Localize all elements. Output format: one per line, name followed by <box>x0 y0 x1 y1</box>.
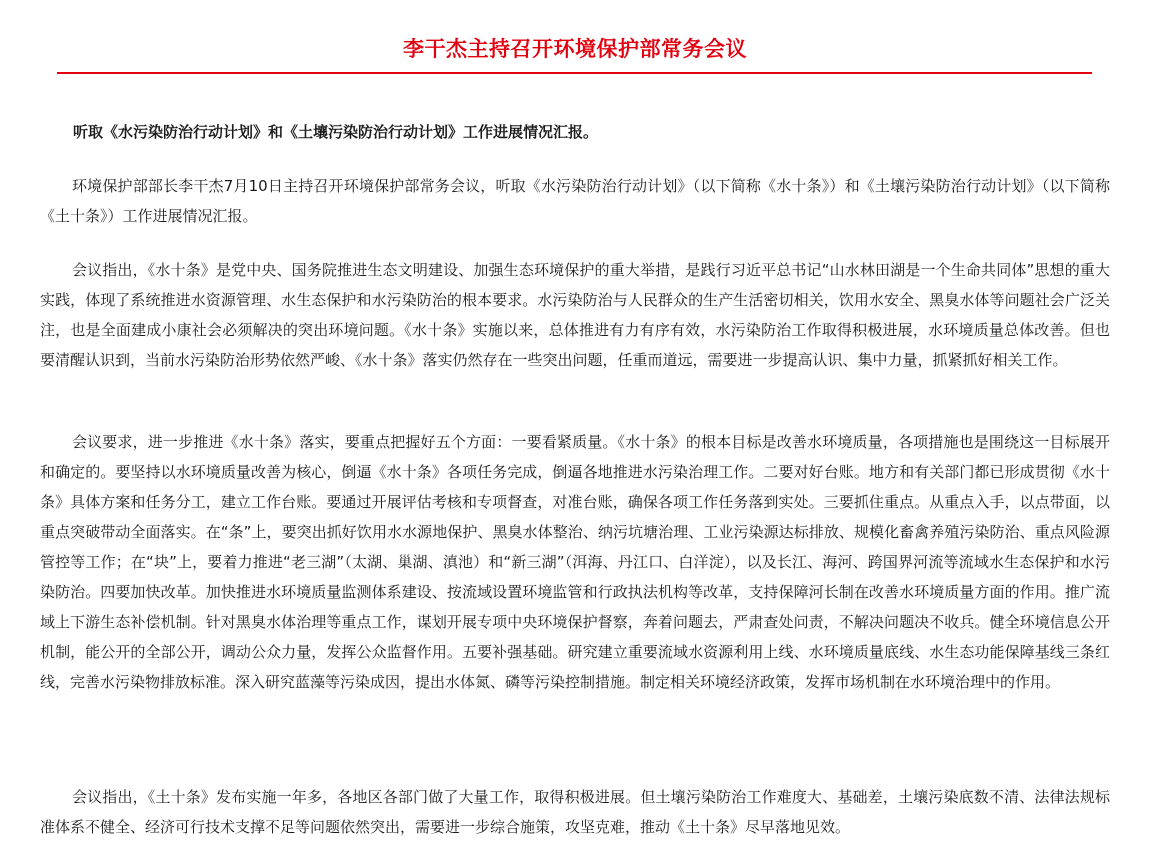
article-title: 李干杰主持召开环境保护部常务会议 <box>403 36 747 62</box>
article-paragraph-2: 会议指出，《水十条》是党中央、国务院推进生态文明建设、加强生态环境保护的重大举措，是践行习近平总书记“山水林田湖是一个生命共同体”思想的重大实践，体现了系统推进水资源管理、水生态保护和水污染防治的根本要求。水污染防治与人民群众的生产生活密切相关，饮用水安全、黑臭水体等问题社会广泛关注，也是全面建成小康社会必须解决的突出环境问题。《水十条》实施以来，总体推进有力有序有效，水污染防治工作取得积极进展，水环境质量总体改善。但也要清醒认识到，当前水污染防治形势依然严峻、《水十条》落实仍然存在一些突出问题，任重而道远，需要进一步提高认识、集中力量，抓紧抓好相关工作。 <box>40 261 1110 369</box>
article-paragraph-4: 会议指出，《土十条》发布实施一年多，各地区各部门做了大量工作，取得积极进展。但土壤污染防治工作难度大、基础差，土壤污染底数不清、法律法规标准体系不健全、经济可行技术支撑不足等问题依然突出，需要进一步综合施策，攻坚克难，推动《土十条》尽早落地见效。 <box>40 788 1110 836</box>
article-paragraph-1: 环境保护部部长李干杰7月10日主持召开环境保护部常务会议，听取《水污染防治行动计划》（以下简称《水十条》）和《土壤污染防治行动计划》（以下简称《土十条》）工作进展情况汇报。 <box>40 177 1110 225</box>
title-divider <box>57 72 1092 74</box>
article-lead: 听取《水污染防治行动计划》和《土壤污染防治行动计划》工作进展情况汇报。 <box>73 123 599 141</box>
article-paragraph-3: 会议要求，进一步推进《水十条》落实，要重点把握好五个方面：一要看紧质量。《水十条》的根本目标是改善水环境质量，各项措施也是围绕这一目标展开和确定的。要坚持以水环境质量改善为核心，倒逼《水十条》各项任务完成，倒逼各地推进水污染治理工作。二要对好台账。地方和有关部门都已形成贯彻《水十条》具体方案和任务分工，建立工作台账。要通过开展评估考核和专项督查，对准台账，确保各项工作任务落到实处。三要抓住重点。从重点入手，以点带面，以重点突破带动全面落实。在“条”上，要突出抓好饮用水水源地保护、黑臭水体整治、纳污坑塘治理、工业污染源达标排放、规模化畜禽养殖污染防治、重点风险源管控等工作；在“块”上，要着力推进“老三湖”（太湖、巢湖、滇池）和“新三湖”（洱海、丹江口、白洋淀），以及长江、海河、跨国界河流等流域水生态保护和水污染防治。四要加快改革。加快推进水环境质量监测体系建设、按流域设置环境监管和行政执法机构等改革，支持保障河长制在改善水环境质量方面的作用。推广流域上下游生态补偿机制。针对黑臭水体治理等重点工作，谋划开展专项中央环境保护督察，奔着问题去，严肃查处问责，不解决问题决不收兵。健全环境信息公开机制，能公开的全部公开，调动公众力量，发挥公众监督作用。五要补强基础。研究建立重要流域水资源利用上线、水环境质量底线、水生态功能保障基线三条红线，完善水污染物排放标准。深入研究蓝藻等污染成因，提出水体氮、磷等污染控制措施。制定相关环境经济政策，发挥市场机制在水环境治理中的作用。 <box>40 433 1110 691</box>
